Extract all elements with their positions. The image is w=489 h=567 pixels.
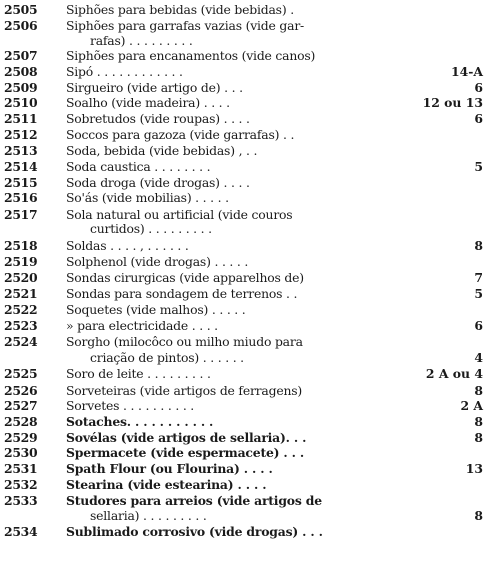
index-entry [0,334,489,349]
entry-class: 12 ou 13 [422,95,483,110]
index-entry [0,366,489,381]
index-entry [0,175,489,190]
entry-description: sellaria) . . . . . . . . . [90,508,207,523]
entry-number: 2530 [4,445,38,460]
entry-number: 2518 [4,238,38,253]
index-entry [0,95,489,110]
entry-description: Sorveteiras (vide artigos de ferragens) [66,383,303,398]
entry-number: 2523 [4,318,38,333]
entry-description: Sorvetes . . . . . . . . . . [66,398,195,413]
entry-number: 2517 [4,207,38,222]
index-entry [0,159,489,174]
entry-description: curtidos) . . . . . . . . . [90,221,212,236]
entry-description: Sondas para sondagem de terrenos . . [66,286,298,301]
entry-number: 2531 [4,461,38,476]
entry-class: 8 [474,414,483,429]
entry-class: 14-A [451,64,483,79]
index-entry [0,143,489,158]
entry-class: 6 [474,111,483,126]
entry-class: 5 [474,286,483,301]
entry-class: 5 [474,159,483,174]
entry-number: 2534 [4,524,38,539]
entry-number: 2510 [4,95,38,110]
index-entry [0,254,489,269]
entry-description: Soccos para gazoza (vide garrafas) . . [66,127,295,142]
entry-number: 2505 [4,2,38,17]
entry-description: Sotaches. . . . . . . . . . . [66,414,214,429]
entry-number: 2507 [4,48,38,63]
entry-description: Stearina (vide estearina) . . . . [66,477,267,492]
entry-class: 7 [474,270,483,285]
index-entry [0,524,489,539]
entry-class: 8 [474,430,483,445]
entry-number: 2508 [4,64,38,79]
index-entry [0,2,489,17]
entry-number: 2513 [4,143,38,158]
index-entry [0,461,489,476]
entry-description: Sipó . . . . . . . . . . . . [66,64,183,79]
entry-class: 6 [474,80,483,95]
entry-description: Soda droga (vide drogas) . . . . [66,175,250,190]
entry-number: 2514 [4,159,38,174]
index-entry [0,414,489,429]
entry-description: » para electricidade . . . . [66,318,218,333]
entry-description: Sondas cirurgicas (vide apparelhos de) [66,270,304,285]
index-entry [0,127,489,142]
entry-class: 4 [474,350,483,365]
index-entry [0,111,489,126]
entry-description: Sirgueiro (vide artigo de) . . . [66,80,243,95]
entry-number: 2509 [4,80,38,95]
index-entry [0,270,489,285]
entry-number: 2527 [4,398,38,413]
entry-description: Sublimado corrosivo (vide drogas) . . . [66,524,323,539]
entry-continuation-line [0,221,489,236]
entry-number: 2512 [4,127,38,142]
entry-class: 2 A [460,398,483,413]
index-entry [0,64,489,79]
entry-number: 2526 [4,383,38,398]
entry-description: Soda caustica . . . . . . . . [66,159,211,174]
entry-number: 2521 [4,286,38,301]
index-entry [0,302,489,317]
entry-description: So'ás (vide mobilias) . . . . . [66,190,229,205]
entry-description: Solphenol (vide drogas) . . . . . [66,254,249,269]
entry-number: 2533 [4,493,38,508]
index-entry [0,238,489,253]
index-entry [0,207,489,222]
index-entry [0,286,489,301]
entry-number: 2525 [4,366,38,381]
entry-description: Siphões para bebidas (vide bebidas) . [66,2,294,17]
entry-class: 2 A ou 4 [425,366,483,381]
index-entry [0,190,489,205]
entry-number: 2506 [4,18,38,33]
entry-class: 8 [474,238,483,253]
entry-description: Soquetes (vide malhos) . . . . . [66,302,246,317]
entry-description: Studores para arreios (vide artigos de [66,493,322,508]
entry-continuation-line [0,508,489,523]
entry-class: 13 [465,461,483,476]
entry-description: Sobretudos (vide roupas) . . . . [66,111,250,126]
index-entry [0,383,489,398]
entry-description: Soldas . . . . , . . . . . . [66,238,189,253]
entry-continuation-line [0,33,489,48]
index-entry [0,48,489,63]
entry-class: 6 [474,318,483,333]
entry-description: Spath Flour (ou Flourina) . . . . [66,461,273,476]
entry-description: Sovélas (vide artigos de sellaria). . . [66,430,307,445]
entry-class: 8 [474,383,483,398]
entry-description: Spermacete (vide espermacete) . . . [66,445,304,460]
entry-number: 2516 [4,190,38,205]
index-entry [0,18,489,33]
entry-number: 2528 [4,414,38,429]
entry-description: Sola natural ou artificial (vide couros [66,207,293,222]
index-entry [0,477,489,492]
entry-number: 2520 [4,270,38,285]
entry-description: Sorgho (milocôco ou milho miudo para [66,334,303,349]
index-entry [0,445,489,460]
entry-description: Soro de leite . . . . . . . . . [66,366,211,381]
index-entry [0,80,489,95]
index-entry [0,398,489,413]
entry-class: 8 [474,508,483,523]
entry-number: 2524 [4,334,38,349]
index-entry [0,318,489,333]
entry-number: 2529 [4,430,38,445]
index-entry [0,493,489,508]
entry-description: Siphões para garrafas vazias (vide gar- [66,18,305,33]
entry-description: rafas) . . . . . . . . . [90,33,193,48]
entry-description: Soalho (vide madeira) . . . . [66,95,230,110]
entry-number: 2511 [4,111,38,126]
entry-number: 2522 [4,302,38,317]
index-entry [0,430,489,445]
entry-number: 2532 [4,477,38,492]
entry-description: criação de pintos) . . . . . . [90,350,244,365]
entry-description: Soda, bebida (vide bebidas) , . . [66,143,258,158]
entry-description: Siphões para encanamentos (vide canos) [66,48,316,63]
entry-number: 2519 [4,254,38,269]
entry-number: 2515 [4,175,38,190]
entry-continuation-line [0,350,489,365]
